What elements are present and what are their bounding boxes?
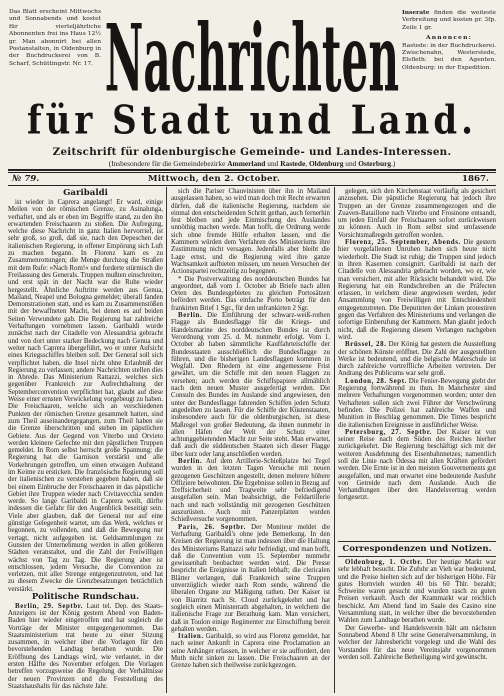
masthead-rule [8,172,496,173]
article-text: Der Kaiser ist von seiner Reise nach dem Süden des Reiches hierher zurückgekehrt. Die Regierung beschäftigt sich mit der weiteren Ausdehnung des Eisenbahnnetzes; namentlich soll die Linie nach Odessa mit allen Kräften gefördert werden. Die Ernte ist in den meisten Gouvernements gut ausgefallen, und man erwartet eine bedeutende Ausfuhr von Getreide nach dem Auslande. Auch die Verhandlungen über den Handelsvertrag werden fortgesetzt. [338,428,497,502]
district-text: .) [391,159,396,168]
column-news [171,188,330,693]
district-text: und [343,159,359,168]
agents-heading: Annoncen: [426,33,472,41]
article-text: Die Fenier-Bewegung giebt der Regierung fortwährend zu thun. In Manchester sind mehrere Verhaftungen vorgenommen worden; unter den Verhafteten sollen sich zwei Führer der Verschwörung befinden. Die Polizei hat zahlreiche Waffen und Munition in Beschlag genommen. Die Times bespricht die italienischen Ereignisse in ausführlicher Weise. [338,377,496,429]
article-text: Der Moniteur meldet die Verhaftung Garibaldi's ohne jede Bemerkung. In den Kreisen der Regierung ist man indessen über die Haltung des Ministeriums Rattazzi sehr befriedigt, und man hofft, daß die Convention vom 15. September nunmehr gewissenhaft beobachtet werden wird. Die Presse bespricht die Ereignisse in Italien lebhaft; die clericalen Blätter verlangen, daß Frankreich seine Truppen unverzüglich wieder nach Rom sende, während die liberalen Organe zur Mäßigung rathen. Der Kaiser ist von Biarritz nach St. Cloud zurückgekehrt und hat sogleich einen Ministerrath abgehalten, in welchem die italienische Frage zur Berathung kam. Man versichert, daß in Toulon einige Regimenter zur Einschiffung bereit gehalten werden. [171,523,330,633]
advertising-note [402,9,496,74]
column-divider [334,187,335,693]
article-text: Die Einführung der schwarz-weiß-rothen Flagge als Bundesflagge für die Kriegs- und Handelsmarine des norddeutschen Bundes ist durch Verordnung vom 25. d. M. nunmehr erfolgt. Vom 1. October ab haben sämmtliche Kauffahrteischiffe der Bundesstaaten ausschließlich die Bundesflagge zu führen, und die bisherigen Landesflaggen kommen in Wegfall. Den Rhedern ist eine angemessene Frist gewährt, um die Schiffe mit den neuen Flaggen zu versehen; auch werden die Schiffspapiere allmählich nach dem neuen Muster ausgefertigt werden. Die Consuln des Bundes im Auslande sind angewiesen, den unter der Bundesflagge fahrenden Schiffen jeden Schutz angedeihen zu lassen. Für die Schiffe der Küstenstaaten, insbesondere auch für die oldenburgischen, ist diese Maßregel von großer Bedeutung, da ihnen nunmehr in allen Häfen der Welt der Schutz einer achtunggebietenden Macht zur Seite steht. Man erwartet, daß auch die süddeutschen Staaten sich dieser Flagge über kurz oder lang anschließen werden. [171,312,330,458]
article-dateline: Petersburg, 27. Septbr. [345,428,433,436]
article-dateline: Oldenburg, 1. Octbr. [345,559,423,566]
article-paragraph [338,625,496,661]
masthead-subtitle-text: für Stadt und Land. [26,98,478,144]
article-text: * Die Postverwaltung des norddeutschen Bundes hat angeordnet, daß vom 1. October ab Briefe nach allen Orten des Bundesgebietes zu gleichen Portosätzen befördert werden. Das einfache Porto beträgt für den frankirten Brief 1 Sgr., für den unfrankirten 2 Sgr. [171,275,330,312]
article-text: ist wieder in Caprera angelangt! Er ward, einige Meilen von der römischen Grenze, zu Asinalunga, verhaftet, und als er eben im Begriffe stand, zu den ihn erwartenden Freischaaren zu stoßen. Die Aufregung, welche diese Nachricht in ganz Italien hervorrief, ist sehr groß, so groß, daß sie, nach den Depeschen der italienischen Regierung, in offener Empörung sich Luft zu machen begann. In Florenz kam es zu Zusammenrottungen; die Menge durchzog die Straßen mit dem Rufe: »Nach Rom!« und forderte stürmisch die Freilassung des Generals. Truppen mußten einschreiten, und erst spät in der Nacht war die Ruhe wieder hergestellt. Ähnliche Auftritte werden aus Genua, Mailand, Neapel und Bologna gemeldet; überall fanden Demonstrationen statt, und es kam zu Zusammenstößen mit der bewaffneten Macht, bei denen es auf beiden Seiten Verwundete gab. Die Regierung hat zahlreiche Verhaftungen vornehmen lassen. Garibaldi wurde zunächst nach der Citadelle von Alessandria gebracht und von dort unter starker Bedeckung nach Genua und weiter nach Caprera übergeführt, wo er unter Aufsicht eines Kriegsschiffes bleiben soll. Der General soll sich verpflichtet haben, die Insel nicht ohne Erlaubniß der Regierung zu verlassen; andere Nachrichten stellen dies in Abrede. Das Ministerium Rattazzi, welches sich gegenüber Frankreich zur Aufrechthaltung der Septemberconvention verpflichtet hat, glaubt auf diese Weise einer ernsten Verwickelung vorgebeugt zu haben. Die Freischaaren, welche sich an verschiedenen Punkten der römischen Grenze gesammelt hatten, sind zum Theil auseinandergegangen, zum Theil haben sie die Grenze überschritten und stehen im päpstlichen Gebiete. Aus der Gegend von Viterbo und Orvieto werden kleinere Gefechte mit den päpstlichen Truppen gemeldet. In Rom selbst herrscht große Spannung; die Regierung hat die Garnison verstärkt und alle Vorkehrungen getroffen, um einen etwaigen Aufstand im Keime zu ersticken. Die französische Regierung soll der italienischen zu verstehen gegeben haben, daß sie bei einem Einbruche der Freischaaren in das päpstliche Gebiet ihre Truppen wieder nach Civitavecchia senden werde. So lange Garibaldi in Caprera weilt, dürfte indessen die Gefahr für den Augenblick beseitigt sein. Viele aber glauben, daß der General nur auf eine günstige Gelegenheit wartet, um das Werk, welches er begonnen, zu vollenden, und daß die Bewegung nur vertagt, nicht aufgegeben ist. Geldsammlungen zu Gunsten der Unternehmung werden in allen größeren Städten veranstaltet, und die Zahl der Freiwilligen wächst von Tag zu Tag. Die Regierung aber ist entschlossen, jedem Versuche, die Convention zu verletzen, mit aller Strenge entgegenzutreten, und hat zu diesem Zwecke die Grenzbesatzungen beträchtlich verstärkt. [8,199,163,593]
masthead-rule [8,169,496,171]
masthead-subtitle [8,99,496,143]
article-dateline: Berlin. [178,457,203,465]
section-heading: Correspondenzen und Notizen. [338,541,496,557]
article-garibaldi [8,188,163,593]
article-dateline: Paris, 26. Septbr. [178,523,246,531]
masthead-title-text: Nachrichten [104,4,400,114]
article-paragraph [171,276,330,312]
article-text: gelegen, sich den Kirchenstaat vorläufig als gesichert anzusehen. Die päpstliche Regierung hat jedoch ihre Truppen an der Grenze zusammengezogen und die Zuaven-Bataillone nach Viterbo und Frosinone entsandt, um jeden Einfall der Freischaaren sofort zurückweisen zu können. Auch in Rom selbst sind umfassende Vorsichtsmaßregeln getroffen worden. [338,188,496,239]
article-text: sich die Pariser Chauvinisten über ihn in Mailand ausgelassen haben, so wird man doch mit Recht erwarten dürfen, daß die italienische Regierung, nachdem sie einmal den entscheidenden Schritt gethan, auch fernerhin fest bleiben und jede Einmischung des Auslandes unnöthig machen werde. Man hofft, die Ordnung werde sich ohne fremde Hülfe erhalten lassen, und die Kammern würden dem Verfahren des Ministeriums ihre Zustimmung nicht versagen. Jedenfalls aber bleibt die Lage ernst, und die Regierung wird ihre ganze Wachsamkeit aufbieten müssen, um neuen Versuchen der Actionspartei rechtzeitig zu begegnen. [171,188,330,276]
dateline-rule [8,185,496,186]
district-line [8,159,496,168]
article-dateline: London, 28. Sept. [345,377,407,385]
article-text: Laut tel. Dep. des Staats-Anzeigers ist der König gestern Abend von Baden-Baden hier wieder eingetroffen und hat sogleich die Vorträge der Minister entgegengenommen. Das Staatsministerium trat heute zu einer Sitzung zusammen, in welcher über die Vorlagen für den bevorstehenden Landtag berathen wurde. Die Eröffnung des Landtags wird, wie verlautet, in der ersten Hälfte des November erfolgen. Die Vorlagen betreffen vorzugsweise die Regelung der Verhältnisse der neuen Provinzen und die Feststellung des Staatshaushalts für das nächste Jahr. [8,602,163,690]
agents-text: Rastede: in der Buchdruckerei. Zwischenahn, Westerstede, Elsfleth: bei den Agenten. Oldenburg: in der Expedition. [402,42,496,71]
column-divider [166,187,167,693]
subscription-note: Das Blatt erscheint Mittwochs und Sonnabends und kostet für vierteljährliche Abonnenten frei ins Haus 12½ gr. Man abonnirt bei allen Postanstalten, in Oldenburg in der Buchdruckerei von B. Scharf, Schüttingstr. Nr. 17. [9,9,101,67]
ads-lead: Inserate [402,9,430,16]
article-paragraph [338,341,496,377]
article-paragraph [171,524,330,633]
article-text: Garibaldi, so wird aus Florenz gemeldet, hat nach seiner Ankunft in Caprera eine Proclamation an seine Anhänger erlassen, in welcher er sie auffordert, den Muth nicht sinken zu lassen. Die Freischaaren an der Grenze haben sich theilweise zurückgezogen. [171,633,330,670]
ads-paragraph [402,9,496,32]
ads-text: finden die weiteste Verbreitung und kosten pr. 3fp. Zeile 1 gr. [402,10,496,31]
article-dateline: Florenz, 25. September, Abends. [345,239,461,247]
article-text: Auf dem Artillerie-Schießplatze bei Tegel wurden in den letzten Tagen Versuche mit neuen gezogenen Geschützen angestellt, denen mehrere höhere Offiziere beiwohnten. Die Ergebnisse sollen in Bezug auf Treffsicherheit und Tragweite sehr befriedigend ausgefallen sein. Man beabsichtigt, die Feldartillerie nach und nach vollständig mit gezogenen Geschützen auszurüsten. Auch mit Panzerplatten wurden Schießversuche vorgenommen. [171,457,330,524]
article-dateline: Berlin, 29. Septbr. [15,602,84,610]
article-text: Der Gewerbe- und Handelsverein hält am nächsten Sonnabend Abend 8 Uhr seine Generalversammlung, in welcher der Jahresbericht vorgelegt und die Wahl des Vorstandes für das neue Vereinsjahr vorgenommen werden soll. Zahlreiche Betheiligung wird gewünscht. [338,624,496,661]
district-name: Osterburg [358,159,392,168]
section-correspondence [338,541,496,693]
article-dateline: Berlin. [178,312,203,320]
article-paragraph [171,188,330,276]
article-text: Der König hat gestern die Ausstellung der schönen Künste eröffnet. Die Zahl der ausgestellten Werke ist bedeutend, und die belgische Malerschule ist durch zahlreiche vortreffliche Arbeiten vertreten. Der Andrang des Publicums war sehr groß. [338,341,496,378]
issue-year: 1867. [462,174,489,184]
article-paragraph [338,559,496,625]
section-rule [58,588,114,589]
district-name: Rastede [280,159,306,168]
issue-number: № 79. [12,174,40,184]
article-paragraph [338,378,496,429]
article-paragraph [8,603,163,691]
article-paragraph [171,458,330,524]
article-paragraph [8,199,163,593]
article-paragraph [338,429,496,502]
section-political-review [8,586,163,693]
article-paragraph [338,239,496,341]
article-paragraph [171,633,330,669]
issue-date: Mittwoch, den 2. October. [148,174,281,184]
article-text: Die gestern hier vorgefallenen Unruhen haben sich heute nicht wiederholt. Die Stadt ist ruhig; die Truppen sind jedoch in ihren Kasernen consignirt. Garibaldi ist nach der Citadelle von Alessandria gebracht worden, wo er, wie man versichert, mit aller Rücksicht behandelt wird. Die Regierung hat ein Rundschreiben an die Präfecten erlassen, in welchem diese angewiesen werden, jeder Ansammlung von Freiwilligen mit Entschiedenheit entgegenzutreten. Die Deputirten der Linken protestiren gegen das Verfahren des Ministeriums und verlangen die sofortige Einberufung der Kammern. Man glaubt jedoch nicht, daß die Regierung diesem Verlangen nachgeben wird. [338,239,496,341]
masthead-tagline: Zeitschrift für oldenburgische Gemeinde- und Landes-Interessen. [52,146,452,158]
article-paragraph [338,188,496,239]
district-text: und [265,159,281,168]
masthead-title [104,4,400,114]
district-text: (Insbesondere für die Gemeindebezirke [108,159,228,168]
article-dateline: Italien. [178,633,204,641]
district-text: , [305,159,309,168]
district-name: Oldenburg [308,159,344,168]
district-name: Ammerland [227,159,266,168]
article-heading: Garibaldi [63,188,108,198]
section-heading: Politische Rundschau. [31,591,140,602]
article-dateline: Brüssel, 28. [345,341,387,349]
article-paragraph [171,312,330,458]
article-text: Der heutige Markt war sehr lebhaft besucht. Die Zufuhr an Vieh war bedeutend, und die Preise hielten sich auf der bisherigen Höhe. Für gutes Hornvieh wurden 40 bis 60 Thlr. bezahlt; Schweine waren gesucht und wurden rasch zu guten Preisen verkauft. Auch der Krammarkt war reichlich beschickt. Am Abend fand im Saale des Casino eine Versammlung statt, in welcher über die bevorstehenden Wahlen zum Landtage berathen wurde. [338,559,497,625]
column-foreign-news [338,188,496,540]
